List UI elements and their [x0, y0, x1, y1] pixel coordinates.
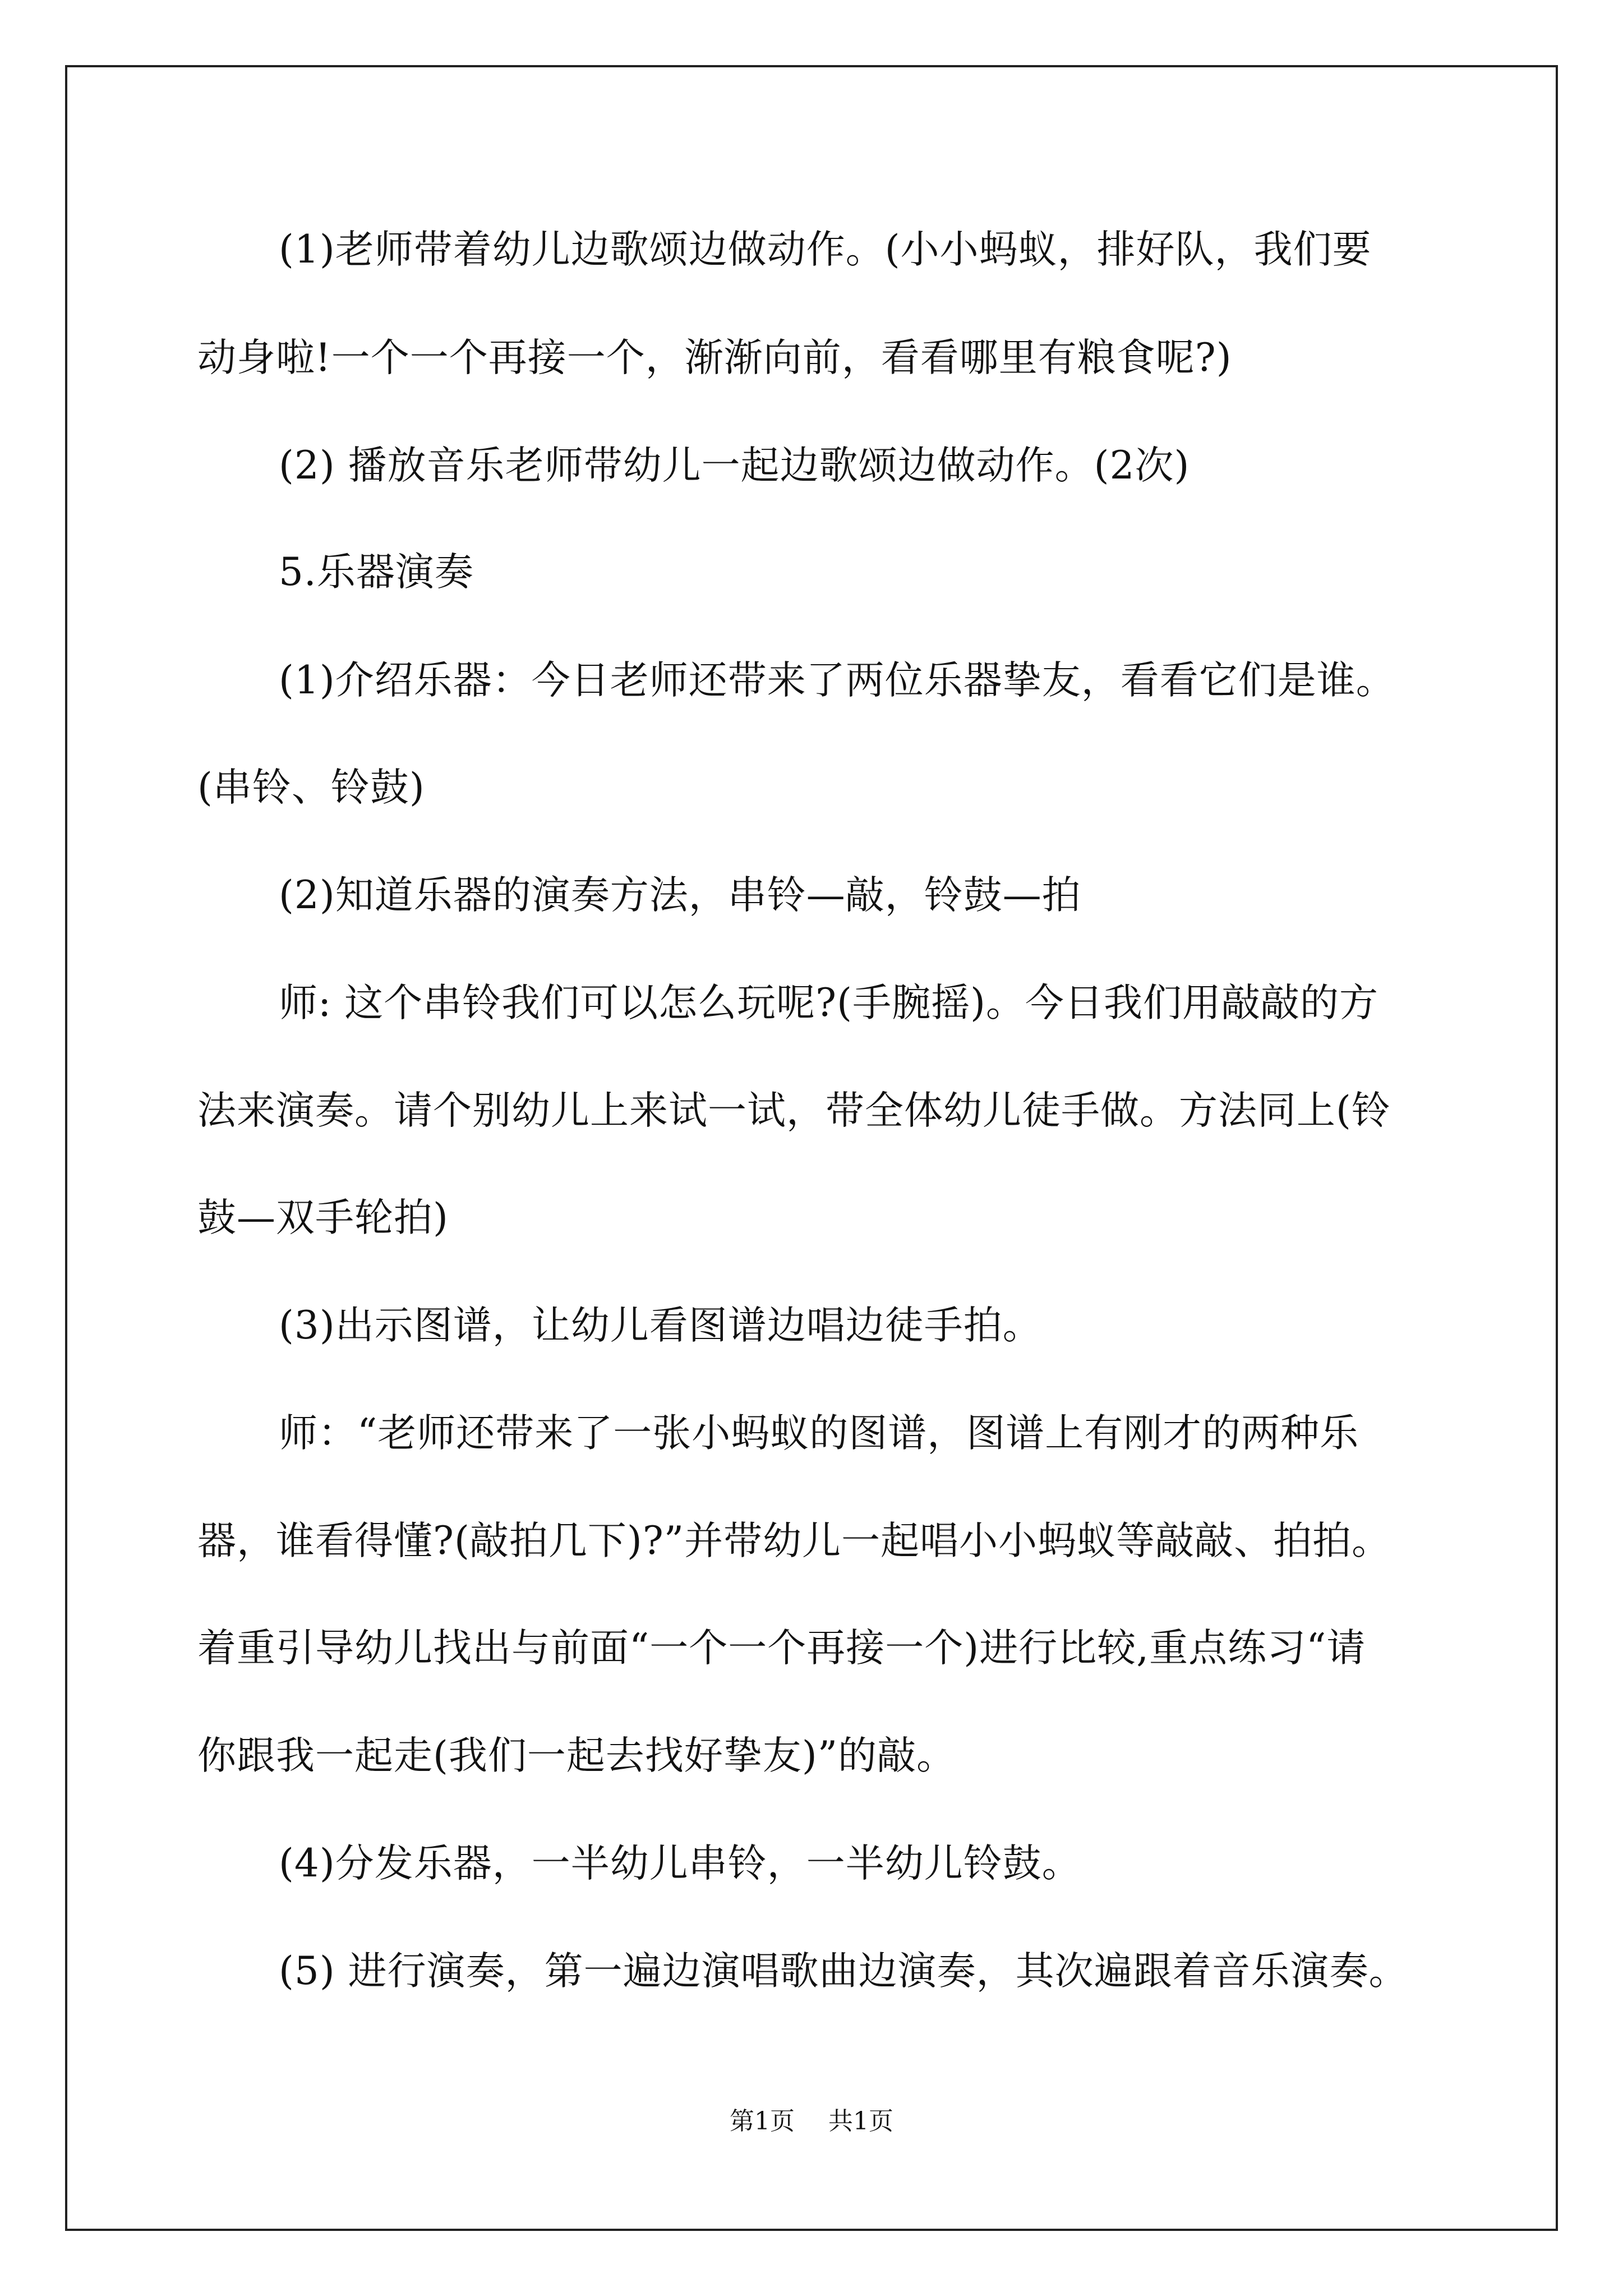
text-line: (5) 进行演奏，第一遍边演唱歌曲边演奏，其次遍跟着音乐演奏。 [279, 1949, 1408, 1994]
text-line: (串铃、铃鼓) [197, 765, 425, 810]
text-line: (2) 播放音乐老师带幼儿一起边歌颂边做动作。(2次) [279, 443, 1190, 488]
text-line: 着重引导幼儿找出与前面“一个一个再接一个)进行比较,重点练习“请 [197, 1626, 1366, 1671]
section-heading: 5.乐器演奏 [279, 550, 474, 595]
text-line: 师: 这个串铃我们可以怎么玩呢?(手腕摇)。今日我们用敲敲的方 [279, 981, 1379, 1025]
text-line: 法来演奏。请个别幼儿上来试一试，带全体幼儿徒手做。方法同上(铃 [197, 1088, 1391, 1133]
text-line: (2)知道乐器的演奏方法，串铃—敲，铃鼓—拍 [279, 873, 1081, 918]
page-footer [0, 2105, 1623, 2138]
page-number: 第1页 [730, 2107, 795, 2136]
text-line: (4)分发乐器，一半幼儿串铃，一半幼儿铃鼓。 [279, 1841, 1081, 1886]
text-line: 你跟我一起走(我们一起去找好挚友)”的敲。 [197, 1733, 956, 1778]
page-border [65, 65, 1558, 2231]
text-line: (1)介绍乐器：今日老师还带来了两位乐器挚友，看看它们是谁。 [279, 658, 1395, 703]
page-total: 共1页 [828, 2107, 893, 2136]
text-line: 鼓—双手轮拍) [197, 1195, 449, 1240]
text-line: 动身啦!一个一个再接一个，渐渐向前，看看哪里有粮食呢?) [197, 335, 1232, 380]
text-line: (1)老师带着幼儿边歌颂边做动作。(小小蚂蚁，排好队，我们要 [279, 227, 1372, 272]
text-line: (3)出示图谱，让幼儿看图谱边唱边徒手拍。 [279, 1303, 1042, 1348]
text-line: 器，谁看得懂?(敲拍几下)?”并带幼儿一起唱小小蚂蚁等敲敲、拍拍。 [197, 1519, 1391, 1563]
text-line: 师：“老师还带来了一张小蚂蚁的图谱，图谱上有刚才的两种乐 [279, 1411, 1359, 1456]
